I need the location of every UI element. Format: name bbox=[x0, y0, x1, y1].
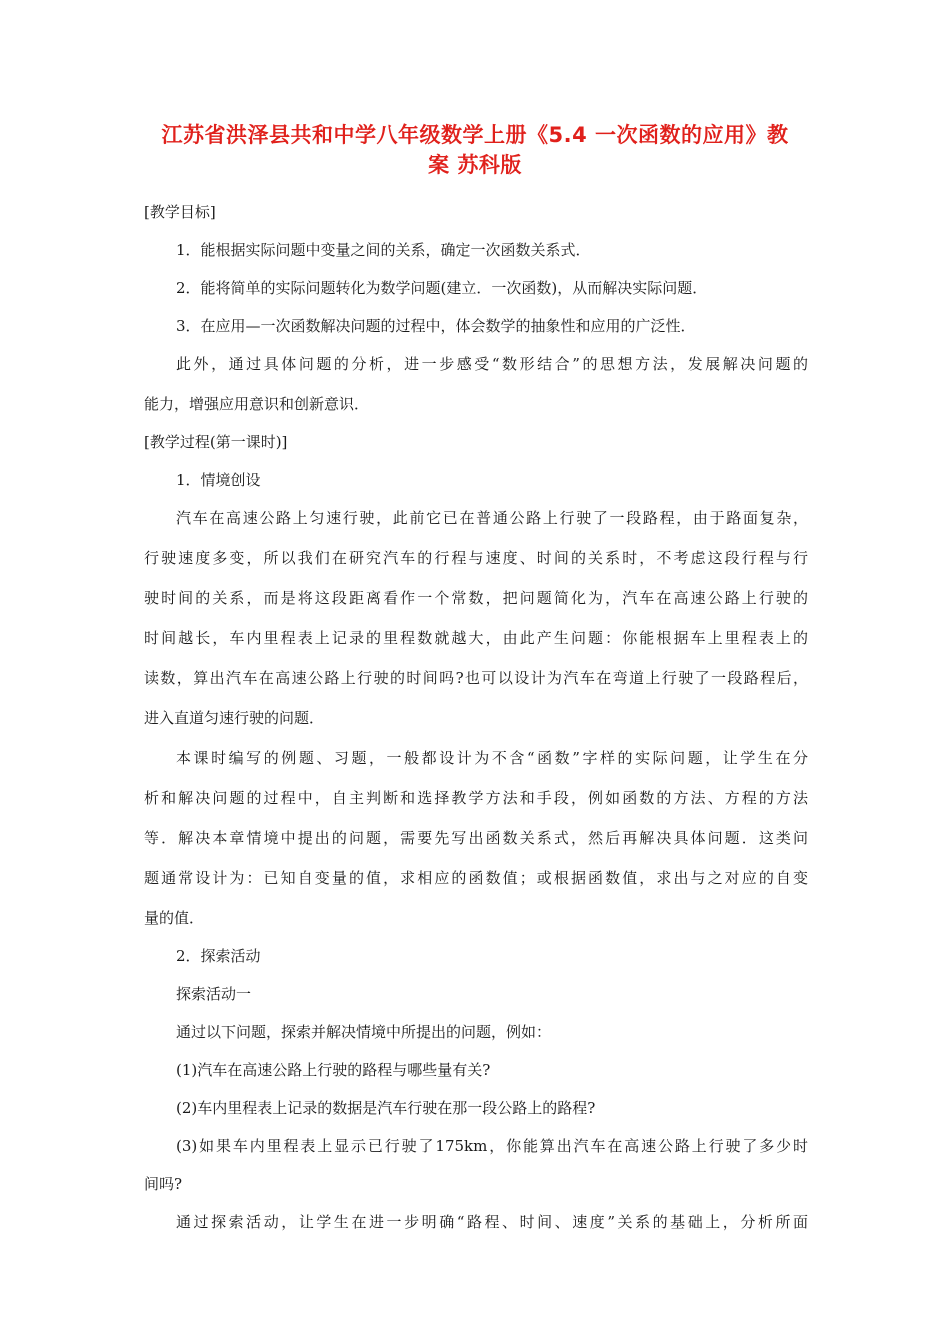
section-heading-process: [教学过程(第一课时)] bbox=[144, 433, 288, 451]
title-line-2: 案 苏科版 bbox=[428, 153, 522, 177]
question-2: (2)车内里程表上记录的数据是汽车行驶在那一段公路上的路程? bbox=[176, 1099, 596, 1117]
paragraph-line: 行驶速度多变，所以我们在研究汽车的行程与速度、时间的关系时，不考虑这段行程与行 bbox=[144, 549, 808, 567]
paragraph-line: 量的值． bbox=[144, 909, 205, 927]
goal-item-2: 2．能将简单的实际问题转化为数学问题(建立．一次函数)，从而解决实际问题． bbox=[176, 279, 708, 297]
title-line-1: 江苏省洪泽县共和中学八年级数学上册《5.4 一次函数的应用》教 bbox=[161, 123, 789, 147]
paragraph-line: 能力，增强应用意识和创新意识． bbox=[144, 395, 370, 413]
section-heading-goals: [教学目标] bbox=[144, 203, 216, 221]
step-heading-2: 2．探索活动 bbox=[176, 947, 261, 965]
paragraph-line: 通过探索活动，让学生在进一步明确“路程、时间、速度”关系的基础上，分析所面 bbox=[176, 1213, 808, 1231]
paragraph-line: 本课时编写的例题、习题，一般都设计为不含“函数”字样的实际问题，让学生在分 bbox=[176, 749, 808, 767]
question-3-continued: 间吗? bbox=[144, 1175, 183, 1193]
goal-item-3: 3．在应用—一次函数解决问题的过程中，体会数学的抽象性和应用的广泛性． bbox=[176, 317, 696, 335]
step-heading-1: 1．情境创设 bbox=[176, 471, 261, 489]
paragraph-line: 析和解决问题的过程中，自主判断和选择教学方法和手段，例如函数的方法、方程的方法 bbox=[144, 789, 808, 807]
document-body bbox=[144, 198, 808, 1246]
paragraph-line: 读数，算出汽车在高速公路上行驶的时间吗?也可以设计为汽车在弯道上行驶了一段路程后， bbox=[144, 669, 808, 687]
goal-item-1: 1．能根据实际问题中变量之间的关系，确定一次函数关系式． bbox=[176, 241, 591, 259]
paragraph-line: 等．解决本章情境中提出的问题，需要先写出函数关系式，然后再解决具体问题．这类问 bbox=[144, 829, 808, 847]
question-1: (1)汽车在高速公路上行驶的路程与哪些量有关? bbox=[176, 1061, 491, 1079]
document-title bbox=[140, 120, 810, 180]
paragraph-line: 题通常设计为：已知自变量的值，求相应的函数值；或根据函数值，求出与之对应的自变 bbox=[144, 869, 808, 887]
paragraph-line: 驶时间的关系，而是将这段距离看作一个常数，把问题简化为，汽车在高速公路上行驶的 bbox=[144, 589, 808, 607]
paragraph-line: 进入直道匀速行驶的问题． bbox=[144, 709, 325, 727]
paragraph-line: 此外，通过具体问题的分析，进一步感受“数形结合”的思想方法，发展解决问题的 bbox=[176, 355, 808, 373]
paragraph-line: 时间越长，车内里程表上记录的里程数就越大，由此产生问题：你能根据车上里程表上的 bbox=[144, 629, 808, 647]
question-3: (3)如果车内里程表上显示已行驶了175km，你能算出汽车在高速公路上行驶了多少时 bbox=[176, 1137, 808, 1155]
paragraph-line: 通过以下问题，探索并解决情境中所提出的问题，例如： bbox=[176, 1023, 552, 1041]
paragraph-line: 汽车在高速公路上匀速行驶，此前它已在普通公路上行驶了一段路程，由于路面复杂， bbox=[176, 509, 808, 527]
activity-heading: 探索活动一 bbox=[176, 985, 252, 1003]
